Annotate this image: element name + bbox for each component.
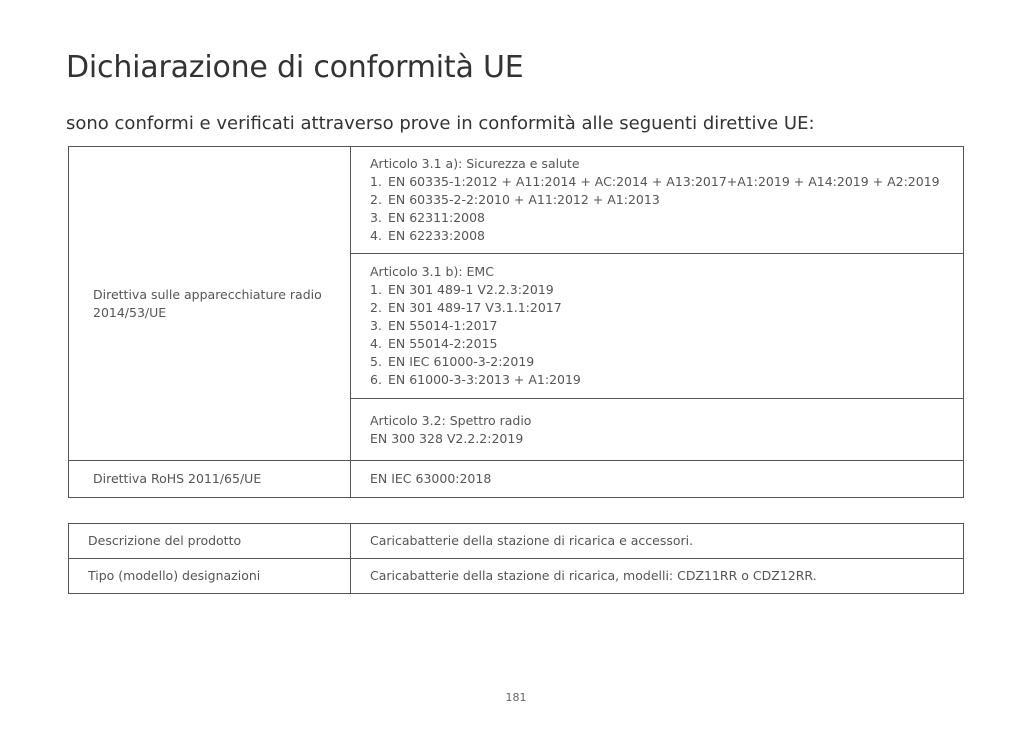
section-heading: Articolo 3.1 a): Sicurezza e salute (370, 156, 580, 171)
list-item (370, 353, 963, 371)
rohs-value-cell (351, 461, 964, 498)
item-number: 1. (370, 174, 382, 189)
type-value: Caricabatterie della stazione di ricarica, modelli: CDZ11RR o CDZ12RR. (370, 568, 817, 583)
list-item (370, 299, 963, 317)
item-number: 3. (370, 210, 382, 225)
radio-directive-cell (69, 147, 351, 461)
rohs-value: EN IEC 63000:2018 (370, 471, 492, 486)
item-text: EN IEC 61000-3-2:2019 (388, 354, 535, 369)
section-heading: Articolo 3.1 b): EMC (370, 264, 494, 279)
item-number: 2. (370, 192, 382, 207)
list-item (370, 317, 963, 335)
table-row (69, 524, 964, 559)
product-table (68, 523, 964, 594)
rohs-label-cell (69, 461, 351, 498)
rohs-label: Direttiva RoHS 2011/65/UE (93, 471, 262, 486)
description-label: Descrizione del prodotto (88, 533, 242, 548)
list-item (370, 371, 963, 389)
description-value-cell (351, 524, 964, 559)
item-number: 5. (370, 354, 382, 369)
directives-table (68, 146, 964, 498)
item-number: 4. (370, 336, 382, 351)
page-subtitle: sono conformi e verificati attraverso prove in conformità alle seguenti direttive UE: (66, 113, 815, 134)
item-text: EN 55014-2:2015 (388, 336, 498, 351)
list-item (370, 227, 963, 245)
description-value: Caricabatterie della stazione di ricarica e accessori. (370, 533, 694, 548)
radio-spectrum-section-cell (351, 399, 964, 461)
list-item (370, 173, 963, 191)
radio-directive-number: 2014/53/UE (93, 304, 167, 320)
radio-directive-label: Direttiva sulle apparecchiature radio (93, 286, 322, 302)
description-label-cell (69, 524, 351, 559)
list-item (370, 209, 963, 227)
section-heading: Articolo 3.2: Spettro radio (370, 412, 532, 428)
item-text: EN 62233:2008 (388, 228, 486, 243)
item-text: EN 301 489-17 V3.1.1:2017 (388, 300, 562, 315)
safety-section-cell (351, 147, 964, 254)
page-title: Dichiarazione di conformità UE (66, 50, 524, 85)
type-label-cell (69, 559, 351, 594)
table-row (69, 147, 964, 254)
page-number: 181 (505, 691, 527, 704)
item-number: 3. (370, 318, 382, 333)
item-number: 1. (370, 282, 382, 297)
item-text: EN 301 489-1 V2.2.3:2019 (388, 282, 554, 297)
list-item (370, 281, 963, 299)
item-text: EN 61000-3-3:2013 + A1:2019 (388, 372, 581, 387)
item-number: 4. (370, 228, 382, 243)
standard-text: EN 300 328 V2.2.2:2019 (370, 430, 524, 446)
item-text: EN 60335-1:2012 + A11:2014 + AC:2014 + A13:2017+A1:2019 + A14:2019 + A2:2019 (388, 174, 940, 189)
item-number: 2. (370, 300, 382, 315)
item-text: EN 55014-1:2017 (388, 318, 498, 333)
type-label: Tipo (modello) designazioni (88, 568, 261, 583)
item-number: 6. (370, 372, 382, 387)
item-text: EN 60335-2-2:2010 + A11:2012 + A1:2013 (388, 192, 660, 207)
list-item (370, 335, 963, 353)
table-row (69, 559, 964, 594)
table-row (69, 461, 964, 498)
emc-section-cell (351, 254, 964, 399)
item-text: EN 62311:2008 (388, 210, 486, 225)
list-item (370, 191, 963, 209)
type-value-cell (351, 559, 964, 594)
